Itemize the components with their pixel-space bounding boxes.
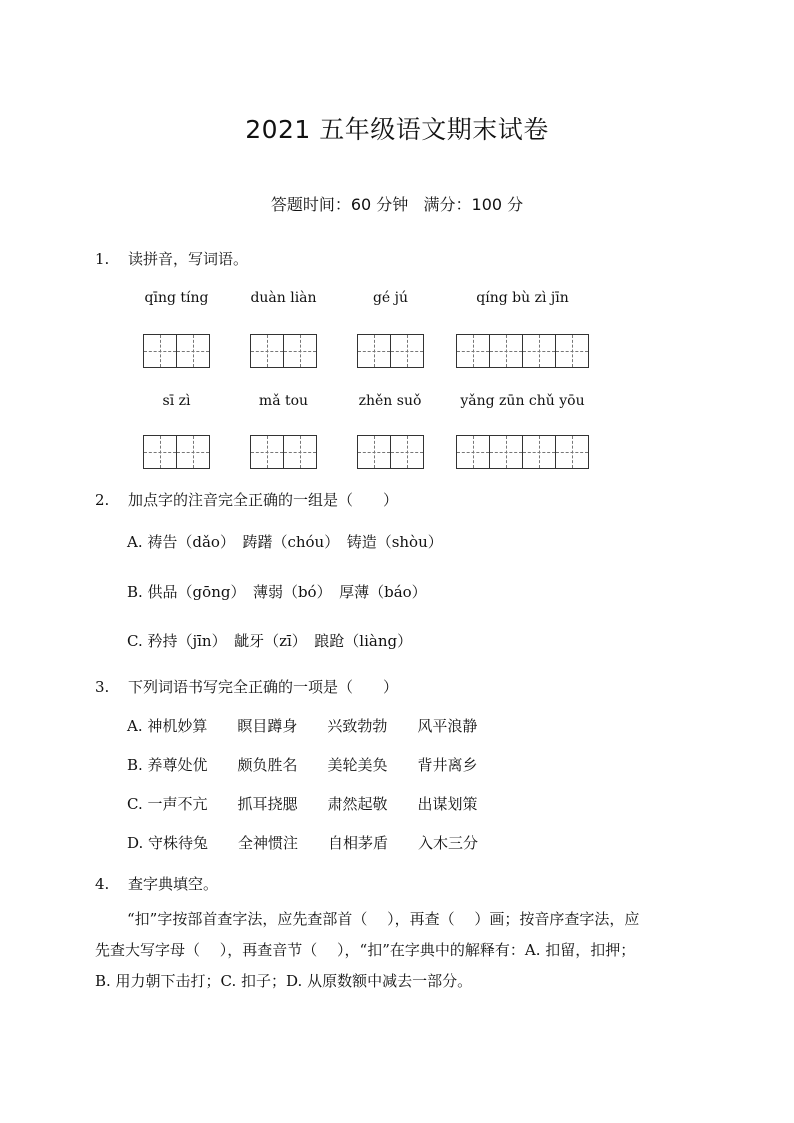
option-c[interactable]: C. 矜持（jīn） 龇牙（zī） 踉跄（liàng）: [127, 632, 413, 650]
pinyin-label: qíng bù zì jīn: [476, 290, 569, 306]
option-b[interactable]: B. 养尊处优 颇负胜名 美轮美奂 背井离乡: [127, 756, 478, 774]
question-text: 读拼音，写词语。: [128, 250, 249, 268]
writing-grid[interactable]: [357, 334, 424, 368]
question-2: [95, 489, 398, 510]
question-number: 2.: [95, 491, 110, 509]
paragraph-line: B. 用力朝下击打；C. 扣子；D. 从原数额中减去一部分。: [95, 972, 473, 990]
question-4: [95, 873, 218, 894]
pinyin-label: gé jú: [372, 290, 409, 306]
exam-info: 答题时间：60 分钟 满分：100 分: [270, 195, 524, 214]
pinyin-label: sī zì: [162, 393, 191, 409]
pinyin-label: zhěn suǒ: [358, 393, 422, 409]
option-a[interactable]: A. 祷告（dǎo） 踌躇（chóu） 铸造（shòu）: [127, 533, 443, 551]
writing-grid[interactable]: [250, 334, 317, 368]
question-3: [95, 676, 398, 697]
pinyin-label: mǎ tou: [258, 393, 309, 409]
question-1: [95, 248, 248, 269]
pinyin-label: qīng tíng: [144, 290, 209, 306]
option-c[interactable]: C. 一声不亢 抓耳挠腮 肃然起敬 出谋划策: [127, 795, 478, 813]
paragraph-line: “扣”字按部首查字法，应先查部首（ ），再查（ ）画；按音序查字法，应: [127, 910, 640, 928]
question-text: 加点字的注音完全正确的一组是（ ）: [128, 491, 399, 509]
question-number: 4.: [95, 875, 110, 893]
paragraph-line: 先查大写字母（ ），再查音节（ ），“扣”在字典中的解释有：A. 扣留，扣押；: [95, 941, 636, 959]
option-a[interactable]: A. 神机妙算 瞑目蹲身 兴致勃勃 风平浪静: [127, 717, 478, 735]
question-text: 查字典填空。: [128, 875, 219, 893]
writing-grid[interactable]: [250, 435, 317, 469]
writing-grid[interactable]: [143, 334, 210, 368]
question-text: 下列词语书写完全正确的一项是（ ）: [128, 678, 399, 696]
page-title: 2021 五年级语文期末试卷: [245, 115, 549, 144]
writing-grid[interactable]: [357, 435, 424, 469]
writing-grid[interactable]: [456, 435, 589, 469]
question-4-paragraph: [95, 904, 705, 997]
pinyin-label: yǎng zūn chǔ yōu: [460, 393, 585, 409]
writing-grid[interactable]: [143, 435, 210, 469]
question-number: 3.: [95, 678, 110, 696]
pinyin-label: duàn liàn: [250, 290, 317, 306]
question-number: 1.: [95, 250, 110, 268]
option-b[interactable]: B. 供品（gōng） 薄弱（bó） 厚薄（báo）: [127, 583, 427, 601]
option-d[interactable]: D. 守株待兔 全神惯注 自相茅盾 入木三分: [127, 834, 479, 852]
writing-grid[interactable]: [456, 334, 589, 368]
